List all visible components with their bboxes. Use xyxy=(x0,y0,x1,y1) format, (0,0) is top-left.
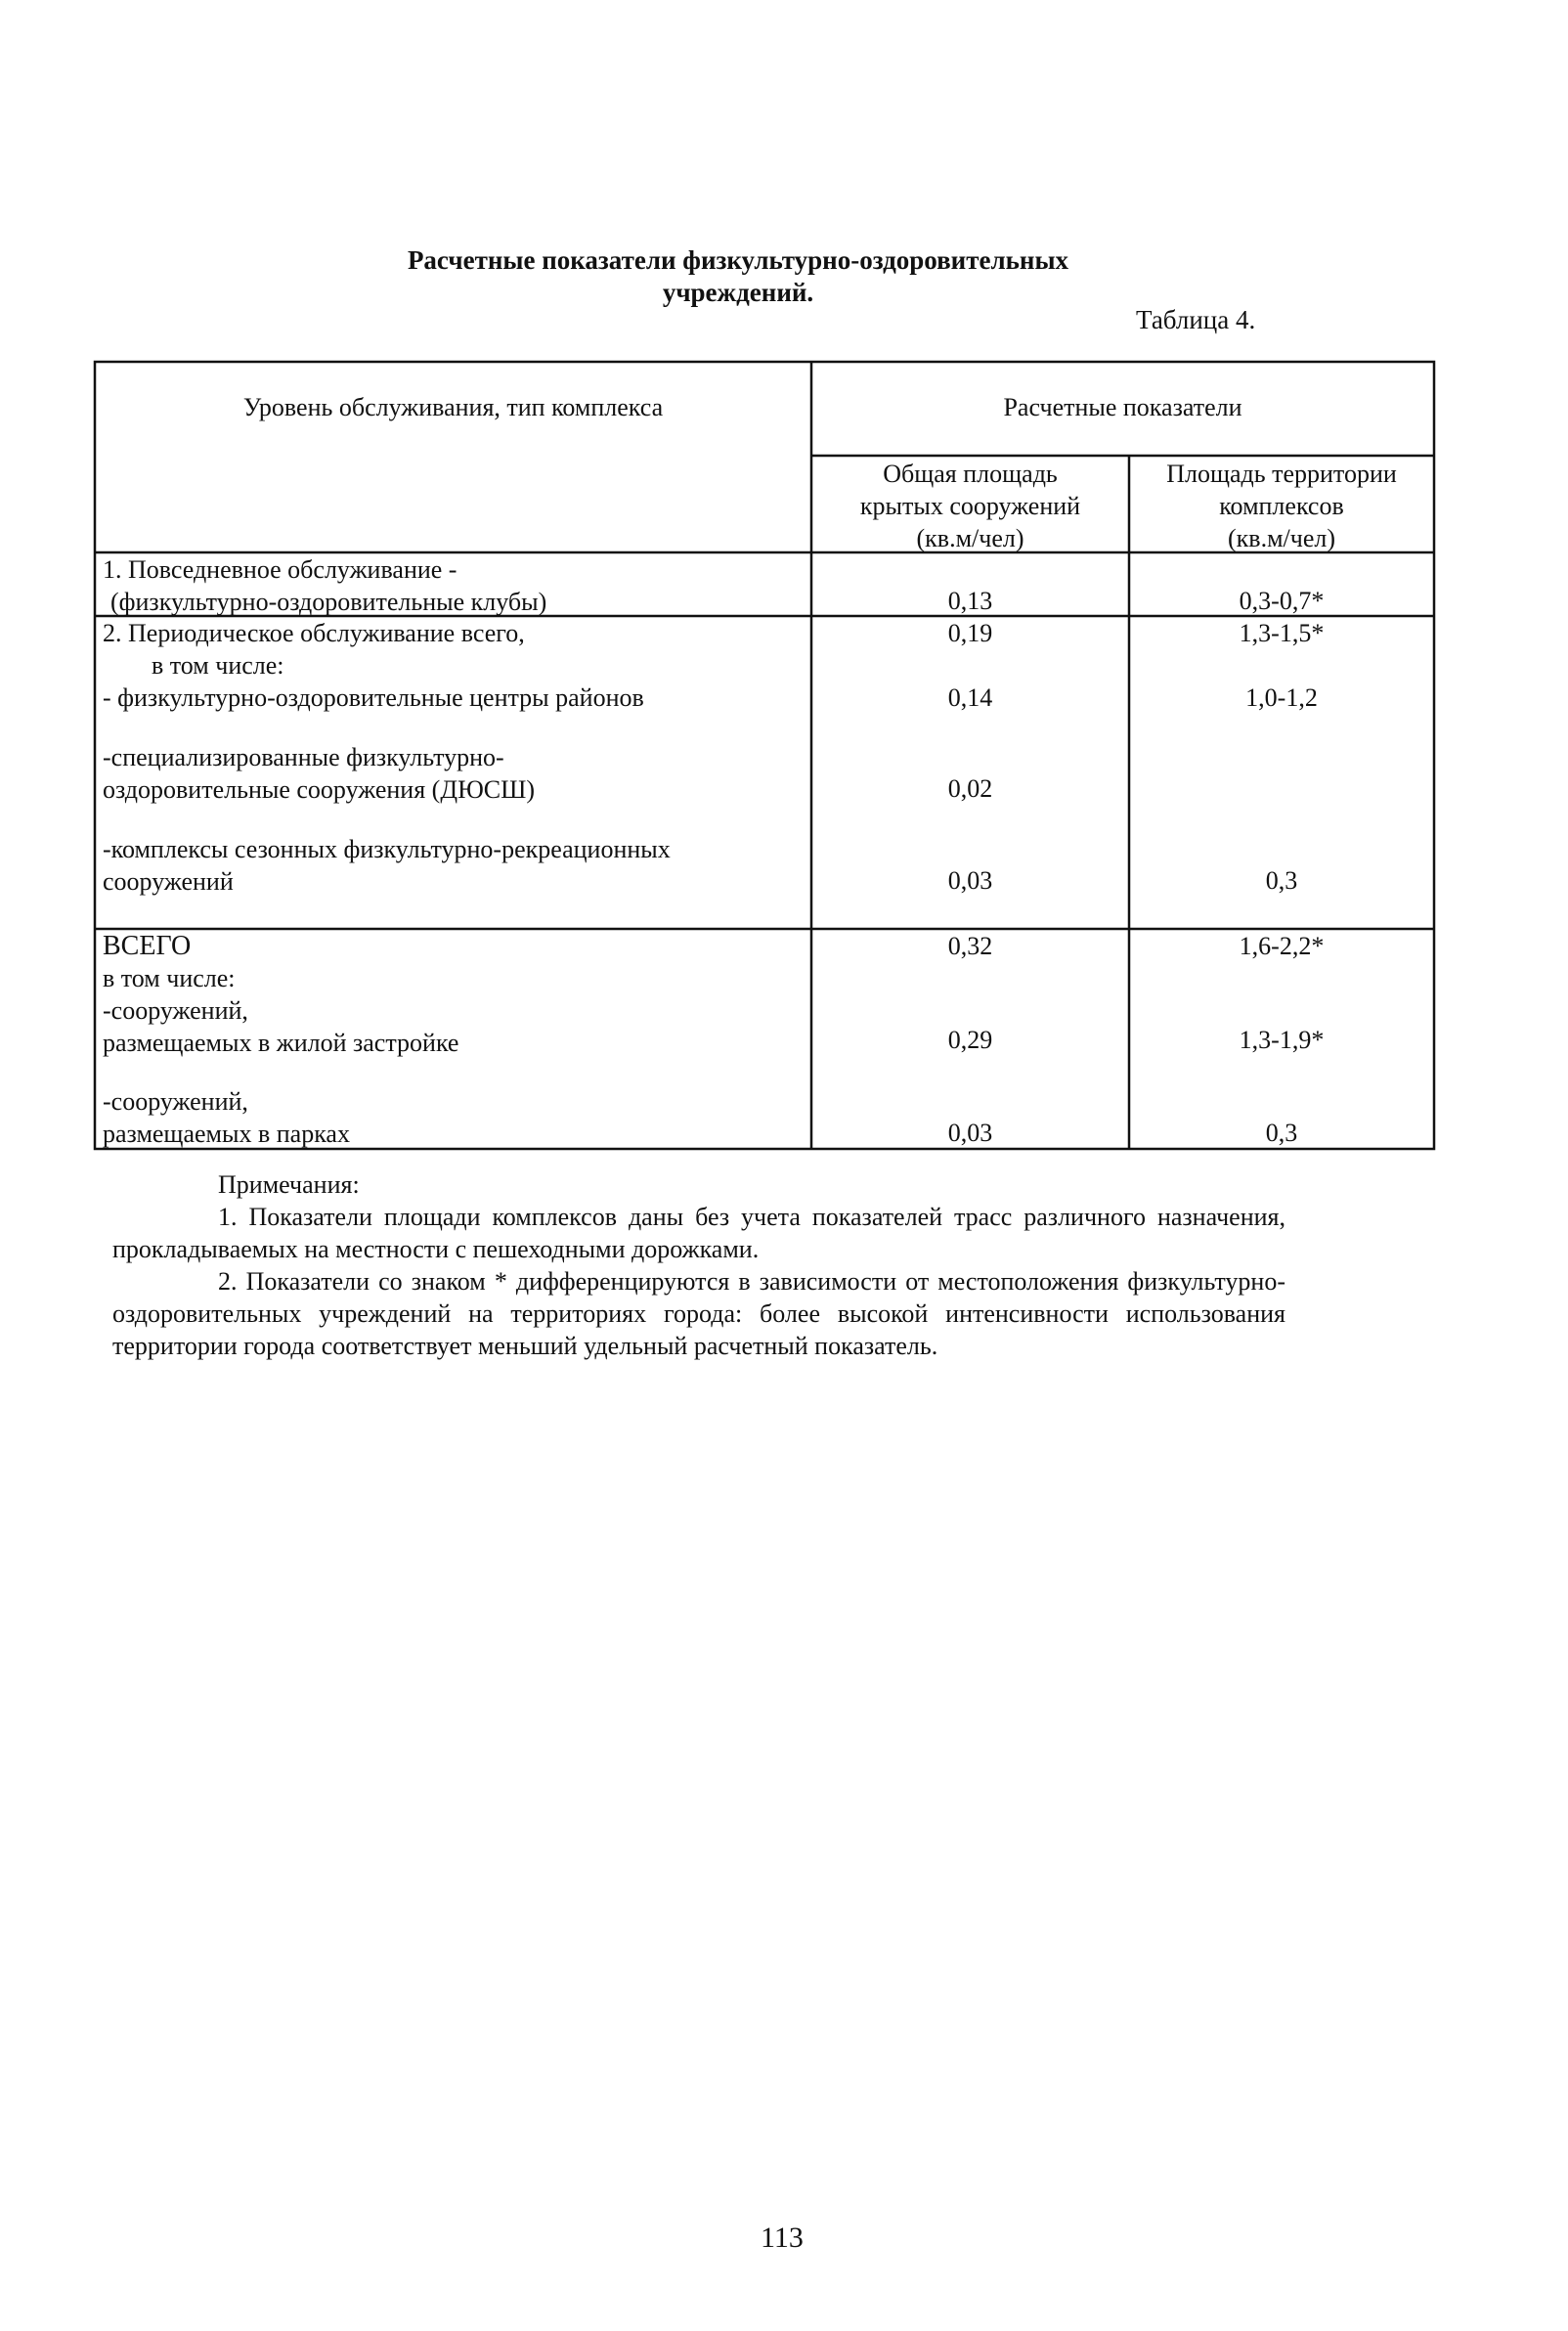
title-line-1: Расчетные показатели физкультурно-оздоровительных xyxy=(407,245,1069,275)
header-indicators: Расчетные показатели xyxy=(1003,393,1242,421)
row-4-label: -специализированные физкультурно- оздоровительные сооружения (ДЮСШ) xyxy=(103,743,536,804)
notes xyxy=(112,1168,1285,1362)
header-level: Уровень обслуживания, тип комплекса xyxy=(242,393,664,421)
row-2-area: 0,19 xyxy=(947,619,993,647)
row-3-label: - физкультурно-оздоровительные центры районов xyxy=(103,683,644,712)
row-total-label: ВСЕГО в том числе: xyxy=(103,931,236,992)
table-number: Таблица 4. xyxy=(1136,305,1256,334)
row-total-territory: 1,6-2,2* xyxy=(1239,932,1325,960)
row-5-territory: 0,3 xyxy=(1265,866,1298,895)
page-number: 113 xyxy=(761,2221,804,2254)
row-8-label: -сооружений, размещаемых в парках xyxy=(103,1087,350,1148)
subheader-area: Общая площадь крытых сооружений (кв.м/чел) xyxy=(859,460,1081,552)
note-1: 1. Показатели площади комплексов даны без учета показателей трасс различного назначения, прокладываемых на местности с пешеходными дорожками. xyxy=(112,1203,1285,1263)
row-8-territory: 0,3 xyxy=(1265,1119,1298,1147)
row-2-territory: 1,3-1,5* xyxy=(1239,619,1325,647)
row-7-area: 0,29 xyxy=(947,1026,993,1054)
row-1-territory: 0,3-0,7* xyxy=(1239,587,1325,615)
note-2: 2. Показатели со знаком * дифференцируются в зависимости от местоположения физкультурно-оздоровительных учреждений на территориях города: более высокой интенсивности использования территории города соответствует меньший удельный расчетный показатель. xyxy=(112,1267,1285,1360)
row-2-label: 2. Периодическое обслуживание всего, в том числе: xyxy=(103,619,525,680)
notes-heading: Примечания: xyxy=(218,1170,360,1199)
row-8-area: 0,03 xyxy=(947,1119,993,1147)
row-1-label: 1. Повседневное обслуживание - (физкультурно-оздоровительные клубы) xyxy=(103,555,547,616)
title-line-2: учреждений. xyxy=(662,278,814,307)
row-7-territory: 1,3-1,9* xyxy=(1239,1026,1325,1054)
subheader-territory: Площадь территории комплексов (кв.м/чел) xyxy=(1166,460,1397,552)
row-total-area: 0,32 xyxy=(947,932,993,960)
row-3-territory: 1,0-1,2 xyxy=(1245,683,1318,712)
row-3-area: 0,14 xyxy=(947,683,993,712)
row-4-area: 0,02 xyxy=(947,774,993,803)
row-1-area: 0,13 xyxy=(947,587,993,615)
row-7-label: -сооружений, размещаемых в жилой застройке xyxy=(103,996,459,1057)
row-5-area: 0,03 xyxy=(947,866,993,895)
row-5-label: -комплексы сезонных физкультурно-рекреационных сооружений xyxy=(103,835,671,896)
